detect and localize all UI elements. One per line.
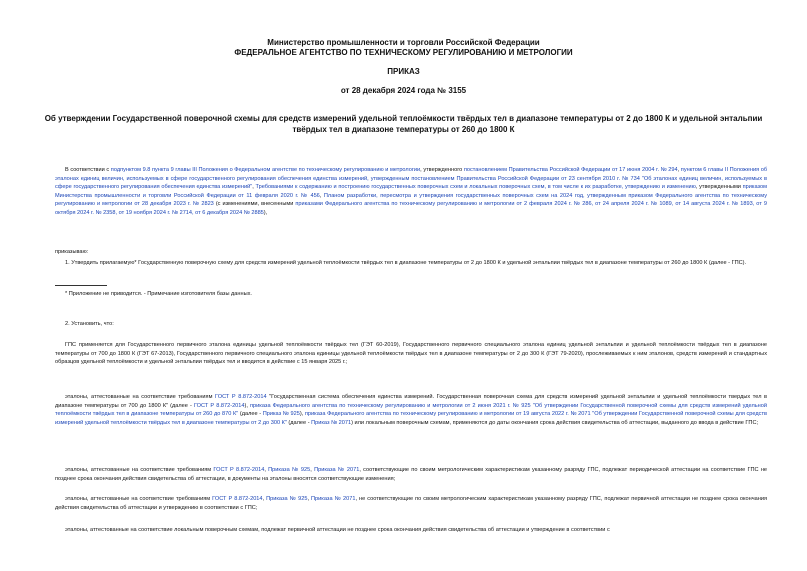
footnote-divider xyxy=(55,285,107,286)
document-title: Об утверждении Государственной поверочной схемы для средств измерений удельной теплоёмкости твёрдых тел в диапазоне температуры от 2 до 1800 К и удельной энтальпии твёрдых тел в диапазоне температуры от 260 до 1800 К xyxy=(44,114,763,134)
gost-link[interactable]: ГОСТ Р 8.872-2014 xyxy=(212,496,263,502)
order-925-short-link[interactable]: Приказа № 925 xyxy=(268,467,311,473)
order-925-short-link[interactable]: Приказ № 925 xyxy=(262,411,300,417)
item-1-paragraph: 1. Утвердить прилагаемую* Государственную поверочную схему для средств измерений удельной теплоёмкости твёрдых тел в диапазоне температуры от 2 до 1800 К и удельной энтальпии твёрдых тел в диапазоне температуры от 260 до 1800 К (далее - ГПС). xyxy=(65,260,747,266)
gost-link[interactable]: ГОСТ Р 8.872-2014 xyxy=(213,467,265,473)
order-2071-link[interactable]: приказа Федерального агентства по техническому регулированию и метрологии от 19 августа 2022 г. № 2071 "Об утверждении Государственной поверочной схемы для средств измерений удельной теплоёмкости твёрдых тел в диапазоне температуры от 2 до 300 К" xyxy=(55,411,768,426)
requirements-link[interactable]: Требованиями к содержанию и построению государственных поверочных схем и локальных поверочных схем, в том числе к их разработке, утверждению и изменению xyxy=(255,184,696,190)
order-2071-short-link[interactable]: Приказа № 2071 xyxy=(314,467,360,473)
order-925-short-link[interactable]: Приказа № 925 xyxy=(266,496,308,502)
order-2071-short-link[interactable]: Приказа № 2071 xyxy=(311,496,356,502)
preamble-paragraph: В соответствии с подпунктом 9.8 пункта 9 главы III Положения о Федеральном агентстве по техническому регулированию и метрологии, утвержденного постановлением Правительства Российской Федерации от 17 июня 2004 г. № 294, пунктом 6 главы II Положения об эталонах единиц величин, используемых в сфере государственного регулирования обеспечения единства измерений, утвержденным постановлением Правительства Российской Федерации от 23 сентября 2010 г. № 734 "Об эталонах единиц величин, используемых в сфере государственного регулирования обеспечения единства измерений", Требованиями к содержанию и построению государственных поверочных схем и локальных поверочных схем, в том числе к их разработке, утверждению и изменению, утвержденными приказом Министерства промышленности и торговли Российской Федерации от 11 февраля 2020 г. № 456, Планом разработки, пересмотра и утверждения государственных поверочных схем на 2024 год, утвержденным приказом Федерального агентства по техническому регулированию и метрологии от 28 декабря 2023 г. № 2823 (с изменениями, внесенными приказами Федерального агентства по техническому регулированию и метрологии от 2 февраля 2024 г. № 286, от 24 апреля 2024 г. № 1089, от 14 августа 2024 г. № 1893, от 9 октября 2024 г. № 2358, от 19 ноября 2024 г. № 2714, от 6 декабря 2024 № 2885), xyxy=(55,167,768,216)
gps-scope-paragraph: ГПС применяется для Государственного первичного эталона единицы удельной теплоёмкости твёрдых тел (ГЭТ 60-2019), Государственного первичного специального эталона единиц удельной энтальпии и удельной теплоёмкости твёрдых тел в диапазоне температуры от 700 до 1800 К (ГЭТ 67-2013), Государственного первичного специального эталона единицы удельной теплоёмкости твёрдых тел в диапазоне температуры от 2 до 300 К (ГЭТ 79-2020), прослеживаемых к ним эталонов, средств измерений и стандартных образцов удельной теплоёмкости и удельной энтальпии твёрдых тел и вводится в действие с 15 января 2025 г.; xyxy=(55,342,767,365)
document-date-number: от 28 декабря 2024 года № 3155 xyxy=(340,86,467,95)
ministry-order-link[interactable]: приказом Министерства промышленности и торговли Российской Федерации от 11 февраля 2020 г. № 456 xyxy=(55,184,767,199)
agency-name: ФЕДЕРАЛЬНОЕ АГЕНТСТВО ПО ТЕХНИЧЕСКОМУ РЕГУЛИРОВАНИЮ И МЕТРОЛОГИИ xyxy=(234,48,573,57)
gost-link[interactable]: ГОСТ Р 8.872-2014 xyxy=(193,402,245,409)
item-2-paragraph: 2. Установить, что: xyxy=(65,321,114,327)
footnote: * Приложение не приводится. - Примечание изготовителя базы данных. xyxy=(65,291,252,297)
order-925-link[interactable]: приказа Федерального агентства по техническому регулированию и метрологии от 2 июня 2021 г. № 925 "Об утверждении Государственной поверочной схемы для средств измерений удельной теплоёмкости твёрдых тел в диапазоне температуры от 260 до 870 К" xyxy=(55,402,767,417)
regulation-link[interactable]: подпунктом 9.8 пункта 9 главы III Положения о Федеральном агентстве по техническому регулированию и метрологии xyxy=(110,167,421,173)
order-2071-short-link[interactable]: Приказ № 2071 xyxy=(311,419,352,426)
amendments-link[interactable]: приказами Федерального агентства по техническому регулированию и метрологии от 2 февраля 2024 г. № 286, от 24 апреля 2024 г. № 1089, от 14 августа 2024 г. № 1893, от 9 октября 2024 г. № 2358, от 19 ноября 2024 г. № 2714, от 6 декабря 2024 № 2885 xyxy=(55,201,767,216)
standards-regulation-link[interactable]: пунктом 6 главы II Положения об эталонах единиц величин, используемых в сфере государственного регулирования обеспечения единства измерений, утвержденным постановлением Правительства Российской Федерации от 23 сентября 2010 г. № 734 "Об эталонах единиц величин, используемых в сфере государственного регулирования обеспечения единства измерений" xyxy=(55,167,768,190)
gost-link[interactable]: ГОСТ Р 8.872-2014 xyxy=(215,394,267,400)
ministry-name: Министерство промышленности и торговли Российской Федерации xyxy=(267,38,540,47)
development-plan-link[interactable]: Планом разработки, пересмотра и утверждения государственных поверочных схем на 2024 год, утвержденным приказом Федерального агентства по техническому регулированию и метрологии от 28 декабря 2023 г. № 2823 xyxy=(55,192,767,207)
document-type: ПРИКАЗ xyxy=(387,67,420,76)
paragraph-local-schemes: эталоны, аттестованные на соответствие локальным поверочным схемам, подлежат первичной аттестации не позднее срока окончания действия свидетельства об аттестации и утверждение в соответствии с xyxy=(65,527,610,533)
government-decree-link[interactable]: постановлением Правительства Российской Федерации от 17 июня 2004 г. № 294 xyxy=(463,167,678,173)
paragraph-standards-until-expiry: эталоны, аттестованные на соответствие требованиям ГОСТ Р 8.872-2014 "Государственная система обеспечения единства измерений. Государственная поверочная схема для средств измерений удельной энтальпии и удельной теплоёмкости твердых тел в диапазоне температуры от 700 до 1800 К" (далее - ГОСТ Р 8.872-2014), приказа Федерального агентства по техническому регулированию и метрологии от 2 июня 2021 г. № 925 "Об утверждении Государственной поверочной схемы для средств измерений удельной теплоёмкости твёрдых тел в диапазоне температуры от 260 до 870 К" (далее - Приказ № 925), приказа Федерального агентства по техническому регулированию и метрологии от 19 августа 2022 г. № 2071 "Об утверждении Государственной поверочной схемы для средств измерений удельной теплоёмкости твёрдых тел в диапазоне температуры от 2 до 300 К" (далее - Приказ № 2071) или локальным поверочным схемам, применяются до даты окончания срока действия свидетельства об аттестации, выданного до ввода в действие ГПС; xyxy=(55,394,768,426)
order-word: приказываю: xyxy=(55,249,89,255)
paragraph-primary-attestation: эталоны, аттестованные на соответствие требованиям ГОСТ Р 8.872-2014, Приказа № 925, Приказа № 2071, не соответствующие по своим метрологическим характеристикам указанному разряду ГПС, подлежат первичной аттестации не позднее срока окончания действия свидетельства об аттестации и утверждению в соответствии с ГПС; xyxy=(55,496,768,511)
paragraph-periodic-attestation: эталоны, аттестованные на соответствие требованиям ГОСТ Р 8.872-2014, Приказа № 925, Приказа № 2071, соответствующие по своим метрологическим характеристикам указанному разряду ГПС, подлежат периодической аттестации на соответствие ГПС не позднее срока окончания действия свидетельства об аттестации, в документы на эталоны вносятся соответствующие изменения; xyxy=(55,467,768,482)
